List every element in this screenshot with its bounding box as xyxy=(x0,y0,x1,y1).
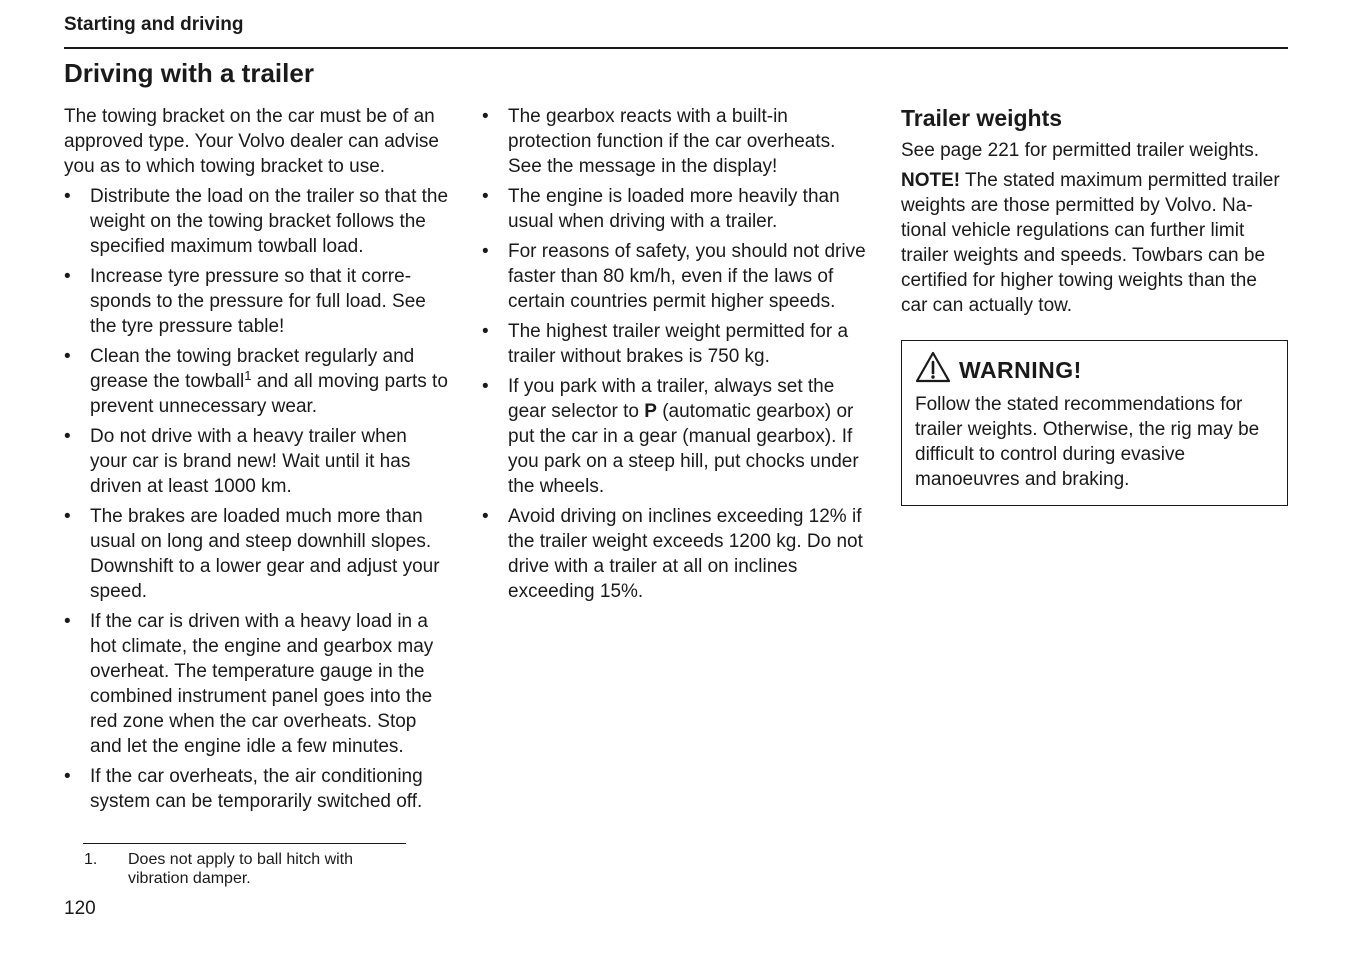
intro-paragraph: The towing bracket on the car must be of an approved type. Your Volvo dealer can advise you as to which towing bracket to use. xyxy=(64,106,439,177)
bullet-icon: • xyxy=(64,611,71,632)
list-item xyxy=(64,504,449,604)
list-item-text: and all moving parts to prevent unnecessary wear. xyxy=(90,371,448,417)
bullet-icon: • xyxy=(482,321,489,342)
list-item-text: Do not drive with a heavy trailer when your car is brand new! Wait until it has driven at least 1000 km. xyxy=(90,426,411,497)
warning-text: Follow the stated recommendations for trailer weights. Otherwise, the rig may be difficult to control during evasive manoeuvres and braking. xyxy=(915,394,1260,490)
list-item xyxy=(64,344,449,419)
footnote-text: Does not apply to ball hitch with vibration damper. xyxy=(128,851,354,887)
list-item xyxy=(64,184,449,259)
note-paragraph xyxy=(901,168,1288,318)
footnote xyxy=(84,850,408,888)
warning-label: WARNING! xyxy=(959,357,1082,383)
list-item-text: If the car overheats, the air conditioning system can be temporarily switched off. xyxy=(90,766,423,812)
list-item-text: (automatic gearbox) or put the car in a gear (manual gearbox). If you park on a steep hill, put chocks under the wheels. xyxy=(508,401,859,497)
list-item xyxy=(482,239,872,314)
list-item-text: Clean the towing bracket regularly and grease the towball xyxy=(90,346,415,392)
warning-box xyxy=(901,340,1288,506)
bullet-list xyxy=(64,184,449,814)
warning-triangle-icon xyxy=(915,351,959,390)
list-item xyxy=(482,374,872,499)
bullet-icon: • xyxy=(64,506,71,527)
list-item-text: Avoid driving on inclines exceeding 12% if the trailer weight exceeds 1200 kg. Do not drive with a trailer at all on inclines exceeding 15%. xyxy=(508,506,863,602)
note-label: NOTE! xyxy=(901,170,961,191)
list-item-text: The gearbox reacts with a built-in protection function if the car overheats. See the message in the display! xyxy=(508,106,836,177)
page-number: 120 xyxy=(64,898,96,919)
column-right xyxy=(901,104,1288,506)
bullet-icon: • xyxy=(482,506,489,527)
bullet-icon: • xyxy=(64,266,71,287)
list-item xyxy=(64,424,449,499)
header-rule xyxy=(64,47,1288,49)
list-item-text: The highest trailer weight permitted for a trailer without brakes is 750 kg. xyxy=(508,321,849,367)
bullet-icon: • xyxy=(482,186,489,207)
footnote-marker: 1 xyxy=(244,368,252,383)
list-item-text: The engine is loaded more heavily than usual when driving with a trailer. xyxy=(508,186,840,232)
list-item xyxy=(482,104,872,179)
list-item xyxy=(64,764,449,814)
list-item xyxy=(482,504,872,604)
list-item-text: The brakes are loaded much more than usual on long and steep downhill slopes. Downshift to a lower gear and adjust your speed. xyxy=(90,506,440,602)
list-item xyxy=(482,184,872,234)
list-item-text: Increase tyre pressure so that it corre-sponds to the pressure for full load. See the tyre pressure table! xyxy=(90,266,426,337)
list-item xyxy=(64,264,449,339)
section-heading: Trailer weights xyxy=(901,105,1063,131)
list-item-text: If the car is driven with a heavy load in a hot climate, the engine and gearbox may overheat. The temperature gauge in the combined instrument panel goes into the red zone when the car overheats. Stop and let the engine idle a few minutes. xyxy=(90,611,434,757)
footnote-rule xyxy=(83,843,406,844)
bullet-icon: • xyxy=(64,426,71,447)
see-page-paragraph: See page 221 for permitted trailer weights. xyxy=(901,140,1260,161)
bullet-icon: • xyxy=(482,106,489,127)
bullet-icon: • xyxy=(482,241,489,262)
warning-title xyxy=(915,351,1275,390)
gear-position-label: P xyxy=(644,401,657,422)
footnote-number: 1. xyxy=(84,851,98,868)
bullet-icon: • xyxy=(64,766,71,787)
note-text: The stated maximum permitted trailer weights are those permitted by Volvo. Na-tional vehicle regulations can further limit trailer weights and speeds. Towbars can be certified for higher towing weights than the car can actually tow. xyxy=(901,170,1280,316)
list-item-text: If you park with a trailer, always set the gear selector to xyxy=(508,376,835,422)
bullet-icon: • xyxy=(64,186,71,207)
list-item-text: Distribute the load on the trailer so that the weight on the towing bracket follows the specified maximum towball load. xyxy=(90,186,449,257)
page-title: Driving with a trailer xyxy=(64,58,314,88)
bullet-icon: • xyxy=(64,346,71,367)
list-item xyxy=(64,609,449,759)
bullet-icon: • xyxy=(482,376,489,397)
list-item-text: For reasons of safety, you should not drive faster than 80 km/h, even if the laws of certain countries permit higher speeds. xyxy=(508,241,866,312)
running-head: Starting and driving xyxy=(64,14,244,35)
column-left xyxy=(64,104,449,819)
bullet-list xyxy=(482,104,872,604)
list-item xyxy=(482,319,872,369)
column-middle xyxy=(482,104,872,609)
